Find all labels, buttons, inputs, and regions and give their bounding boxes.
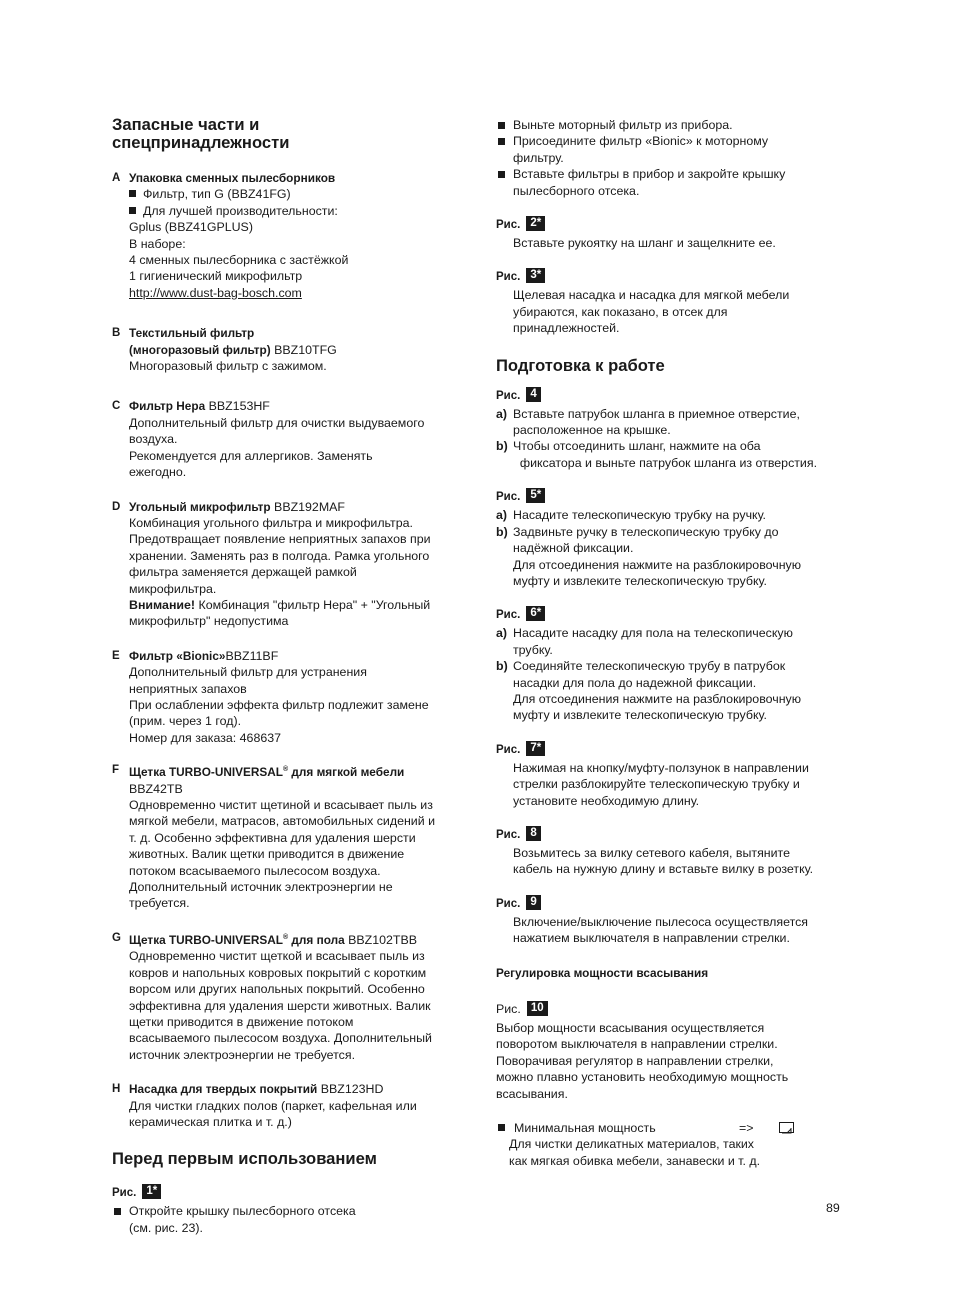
text-line: хранении. Заменять раз в полгода. Рамка угольного <box>129 548 430 563</box>
figure-heading: Рис. 8 <box>496 826 848 845</box>
text-line: фильтра заменяется держащей рамкой <box>129 565 357 580</box>
text-line: ворсом или других напольных покрытий. Особенно <box>129 982 425 997</box>
text-line: Дополнительный фильтр для очистки выдуваемого <box>129 415 425 430</box>
step-b: b) Соединяйте телескопическую трубу в патрубок насадки для пола до надежной фиксации. Для отсоединения нажмите на разблокировочную муфту и извлеките телескопическую трубку. <box>496 659 802 723</box>
bullet-item: Откройте крышку пылесборного отсека (см. рис. 23). <box>112 1203 462 1236</box>
figure-heading: Рис. 5* <box>496 488 848 507</box>
figure-6-block <box>496 606 848 723</box>
suction-power-heading: Регулировка мощности всасывания <box>496 965 709 980</box>
step-b: b) Чтобы отсоединить шланг, нажмите на оба фиксатора и выньте патрубок шланга из отверстия. <box>496 439 818 470</box>
figure-4-block <box>496 387 848 472</box>
text-line: источник электроэнергии не требуется. <box>129 1047 356 1062</box>
entry-f <box>112 762 462 912</box>
text-line: требуется. <box>129 896 190 911</box>
text-line: т. д. Особенно эффективна для удаления шерсти <box>129 830 416 845</box>
text-line: (прим. через 1 год). <box>129 714 242 729</box>
entry-heading-line: Фильтр «Bionic»BBZ11BF <box>129 648 279 663</box>
figure-heading: Рис. 6* <box>496 606 848 625</box>
entry-letter: B <box>112 327 121 340</box>
entry-heading: Текстильный фильтр <box>129 326 255 341</box>
bionic-steps <box>496 117 848 199</box>
entry-letter: H <box>112 1083 121 1096</box>
text-line: керамическая плитка и т. д.) <box>129 1114 292 1129</box>
product-code: BBZ42TB <box>129 781 183 796</box>
figure-number-badge: 8 <box>526 826 540 841</box>
text-line: поворотом выключателя в направлении стрелки. <box>496 1037 778 1052</box>
bullet-square-icon <box>498 1124 505 1131</box>
figure-10-block <box>496 1001 848 1102</box>
text-line: щетки приводится в движение потоком <box>129 1014 354 1029</box>
figure-number-badge: 4 <box>526 387 540 402</box>
text-line: потоком всасываемого пылесосом воздуха. <box>129 863 381 878</box>
entry-d <box>112 499 462 630</box>
figure-heading: Рис. 10 <box>496 1001 848 1020</box>
entry-heading-line: Щетка TURBO-UNIVERSAL® для пола BBZ102TBB <box>129 932 417 947</box>
step-a: a) Вставьте патрубок шланга в приемное отверстие, расположенное на крышке. <box>496 406 800 438</box>
step-a: a) Насадите насадку для пола на телескопическую трубку. <box>496 626 793 657</box>
figure-number-badge: 9 <box>526 895 540 910</box>
bullet-item: Выньте моторный фильтр из прибора. <box>496 117 848 133</box>
text-line: всасывания. <box>496 1086 568 1101</box>
text-line: как мягкая обивка мебели, занавески и т. д. <box>509 1153 761 1168</box>
right-column <box>496 117 848 1169</box>
text-line: Дополнительный источник электроэнергии не <box>129 879 393 894</box>
figure-heading: Рис. 9 <box>496 895 848 914</box>
bullet-item: Фильтр, тип G (BBZ41FG) <box>129 186 462 202</box>
figure-number-badge: 2* <box>526 216 545 231</box>
bullet-item: Для лучшей производительности: <box>129 203 462 219</box>
min-power-symbol-icon <box>779 1122 794 1133</box>
product-code: BBZ153HF <box>205 399 270 414</box>
warning-line: Внимание! Комбинация "фильтр Hepa" + "Угольный <box>129 597 431 612</box>
text-line: Одновременно чистит щетиной и всасывает пыль из <box>129 797 433 812</box>
text-line: неприятных запахов <box>129 681 247 696</box>
product-code: BBZ123HD <box>317 1082 384 1097</box>
figure-number-badge: 3* <box>526 268 545 283</box>
entry-letter: F <box>112 764 120 777</box>
figure-7-block <box>496 741 848 809</box>
bullet-square-icon <box>129 190 136 197</box>
figure-1-block <box>112 1184 462 1236</box>
text-line: Включение/выключение пылесоса осуществляется <box>513 914 809 929</box>
text-line: Для чистки гладких полов (паркет, кафельная или <box>129 1098 417 1113</box>
figure-number-badge: 5* <box>526 488 545 503</box>
entry-heading-line: Фильтр Hepa BBZ153HF <box>129 399 270 414</box>
text-line: принадлежностей. <box>513 321 620 336</box>
product-code: BBZ192MAF <box>270 499 345 514</box>
bullet-item: Присоедините фильтр «Bionic» к моторному фильтру. <box>496 133 848 166</box>
text-line: всасываемого пылесосом воздуха. Дополнительный <box>129 1031 432 1046</box>
section-title-spare-parts: Запасные части и спецпринадлежности <box>112 115 290 152</box>
text-line: стрелки разблокируйте телескопическую трубку и <box>513 777 800 792</box>
text-line: Одновременно чистит щеткой и всасывает пыль из <box>129 949 425 964</box>
bullet-square-icon <box>498 122 505 129</box>
dust-bag-link[interactable]: http://www.dust-bag-bosch.com <box>129 285 302 300</box>
text-line: Нажимая на кнопку/муфту-ползунок в направлении <box>513 760 809 775</box>
bullet-square-icon <box>114 1208 121 1215</box>
min-power-label: Минимальная мощность <box>514 1121 656 1136</box>
text-line: В наборе: <box>129 236 186 251</box>
text-line: Gplus (BBZ41GPLUS) <box>129 220 253 235</box>
entry-heading-line: (многоразовый фильтр) BBZ10TFG <box>129 342 337 357</box>
bullet-item: Вставьте фильтры в прибор и закройте крышку пылесборного отсека. <box>496 166 848 199</box>
entry-g <box>112 930 462 1063</box>
text-line: микрофильтра. <box>129 581 217 596</box>
text-line: нажатием выключателя в направлении стрелки. <box>513 931 790 946</box>
step-b: b) Задвиньте ручку в телескопическую трубку до надёжной фиксации. Для отсоединения нажмите на разблокировочную муфту и извлеките телескопическую трубку. <box>496 524 802 588</box>
entry-letter: E <box>112 649 120 662</box>
text-line: мягкой мебели, матрасов, автомобильных сидений и <box>129 814 436 829</box>
section-title-first-use: Перед первым использованием <box>112 1149 377 1169</box>
entry-letter: C <box>112 400 121 413</box>
section-title-preparation: Подготовка к работе <box>496 355 665 375</box>
min-power-block <box>496 1120 848 1169</box>
figure-heading: Рис. 3* <box>496 268 848 287</box>
entry-letter: D <box>112 500 121 513</box>
step-a: a) Насадите телескопическую трубку на ручку. <box>496 508 766 523</box>
text-line: эффективна для удаления шерсти животных. Валик <box>129 998 431 1013</box>
figure-heading: Рис. 4 <box>496 387 848 406</box>
entry-b <box>112 325 462 374</box>
text-line: 4 сменных пылесборника с застёжкой <box>129 253 349 268</box>
page-number: 89 <box>826 1201 840 1215</box>
entry-heading: Упаковка сменных пылесборников <box>129 171 336 185</box>
bullet-square-icon <box>498 138 505 145</box>
text-line: Поворачивая регулятор в направлении стрелки, <box>496 1053 774 1068</box>
entry-h <box>112 1081 462 1130</box>
entry-e <box>112 648 462 746</box>
figure-number-badge: 10 <box>527 1001 548 1016</box>
figure-5-block <box>496 488 848 589</box>
text-line: Выбор мощности всасывания осуществляется <box>496 1021 765 1035</box>
figure-heading: Рис. 7* <box>496 741 848 760</box>
text-line: Вставьте рукоятку на шланг и защелкните ее. <box>513 236 776 251</box>
entry-heading-line: Насадка для твердых покрытий BBZ123HD <box>129 1082 384 1097</box>
text-line: Предотвращает появление неприятных запахов при <box>129 532 431 547</box>
text-line: Рекомендуется для аллергиков. Заменять <box>129 448 373 463</box>
product-code: BBZ10TFG <box>270 342 337 357</box>
entry-letter: A <box>112 172 121 184</box>
figure-number-badge: 7* <box>526 741 545 756</box>
bullet-square-icon <box>129 207 136 214</box>
product-code: BBZ11BF <box>225 648 279 663</box>
text-line: Многоразовый фильтр с зажимом. <box>129 359 327 374</box>
text-line: Комбинация угольного фильтра и микрофильтра. <box>129 515 413 530</box>
figure-8-block <box>496 826 848 878</box>
figure-number-badge: 6* <box>526 606 545 621</box>
text-line: При ослаблении эффекта фильтр подлежит замене <box>129 697 429 712</box>
text-line: Щелевая насадка и насадка для мягкой мебели <box>513 288 790 303</box>
figure-3-block <box>496 268 848 336</box>
text-line: установите необходимую длину. <box>513 793 700 808</box>
figure-2-block <box>496 216 848 251</box>
figure-9-block <box>496 895 848 947</box>
bullet-square-icon <box>498 171 505 178</box>
text-line: Для чистки деликатных материалов, таких <box>509 1137 754 1152</box>
text-line: Возьмитесь за вилку сетевого кабеля, вытяните <box>513 845 790 860</box>
text-line: 1 гигиенический микрофильтр <box>129 269 303 284</box>
entry-heading: Щетка TURBO-UNIVERSAL® для мягкой мебели <box>129 765 405 780</box>
min-power-row <box>496 1120 848 1136</box>
text-line: можно плавно установить необходимую мощность <box>496 1070 789 1085</box>
product-code: BBZ102TBB <box>344 932 417 947</box>
text-line: ковров и напольных ковровых покрытий с коротким <box>129 965 427 980</box>
arrow-symbol: => <box>739 1121 754 1136</box>
text-line: ежегодно. <box>129 465 187 480</box>
entry-heading-line: Угольный микрофильтр BBZ192MAF <box>129 499 345 514</box>
left-column <box>112 116 462 1236</box>
figure-number-badge: 1* <box>142 1184 161 1199</box>
text-line: воздуха. <box>129 432 178 447</box>
entry-c <box>112 398 462 480</box>
text-line: животных. Валик щетки приводится в движение <box>129 847 405 862</box>
figure-heading: Рис. 2* <box>496 216 848 235</box>
text-line: убираются, как показано, в отсек для <box>513 304 728 319</box>
text-line: микрофильтр" недопустима <box>129 614 289 629</box>
figure-heading: Рис. 1* <box>112 1184 462 1203</box>
text-line: Номер для заказа: 468637 <box>129 730 282 745</box>
text-line: Дополнительный фильтр для устранения <box>129 665 367 680</box>
text-line: кабель на нужную длину и вставьте вилку в розетку. <box>513 862 814 877</box>
entry-letter: G <box>112 931 121 944</box>
entry-a <box>112 170 462 301</box>
